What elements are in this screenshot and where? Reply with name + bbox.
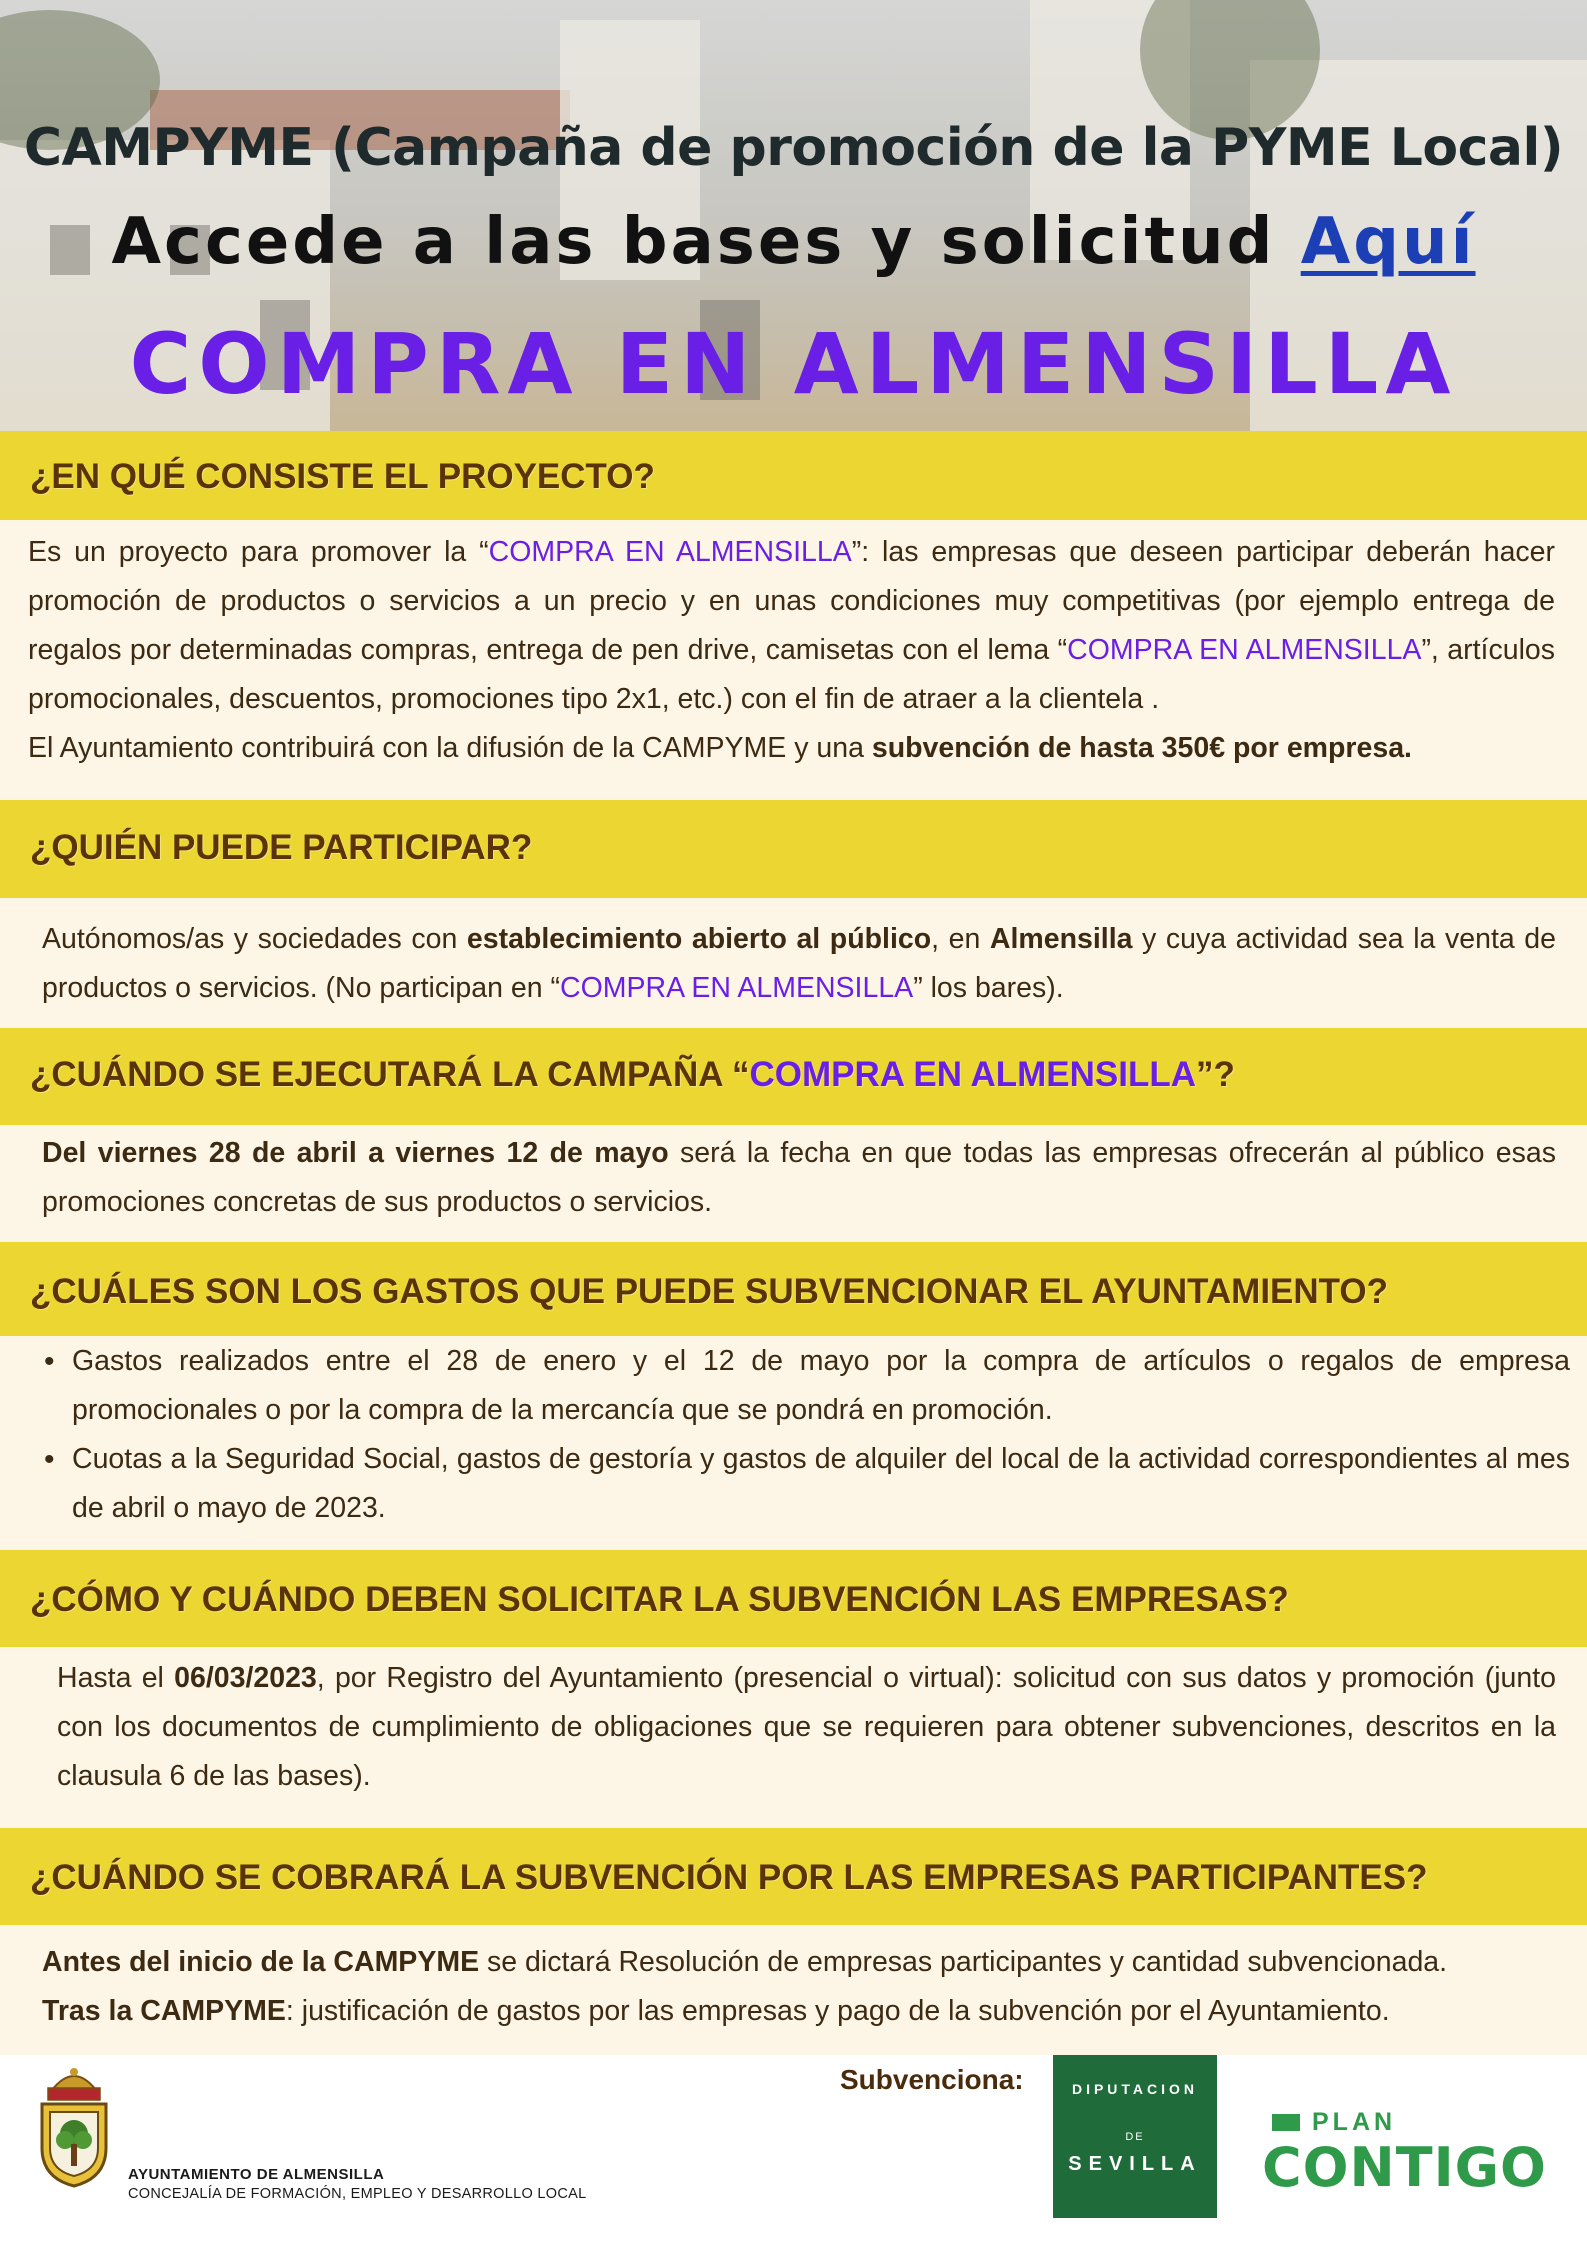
plan-name: CONTIGO [1262, 2136, 1547, 2199]
section-heading: ¿CÓMO Y CUÁNDO DEBEN SOLICITAR LA SUBVENCIÓN LAS EMPRESAS? [30, 1580, 1289, 1619]
section-header-when [0, 1028, 1587, 1125]
page-title: CAMPYME (Campaña de promoción de la PYME Local) [23, 118, 1564, 178]
sponsor-label: Subvenciona: [840, 2064, 1024, 2095]
section-header-apply [0, 1550, 1587, 1647]
section-header-payment [0, 1828, 1587, 1925]
plan-word: PLAN [1312, 2108, 1397, 2136]
diputacion-logo [1053, 2055, 1217, 2218]
who-description: Autónomos/as y sociedades con establecimiento abierto al público, en Almensilla y cuya actividad sea la venta de productos o servicios. (No participan en “COMPRA EN ALMENSILLA” los bares). [42, 923, 1556, 1004]
access-line [0, 205, 1587, 279]
section-heading: ¿CUÁNDO SE COBRARÁ LA SUBVENCIÓN POR LAS EMPRESAS PARTICIPANTES? [30, 1858, 1428, 1897]
footer-department: CONCEJALÍA DE FORMACIÓN, EMPLEO Y DESARROLLO LOCAL [128, 2186, 587, 2202]
town-crest-icon [34, 2060, 114, 2190]
section-heading: ¿CUÁNDO SE EJECUTARÁ LA CAMPAÑA “COMPRA EN ALMENSILLA”? [30, 1055, 1235, 1094]
expenses-list [32, 1337, 1570, 1533]
section-header-who [0, 800, 1587, 898]
section-heading: ¿QUIÉN PUEDE PARTICIPAR? [30, 828, 533, 867]
diputacion-de: DE [1125, 2131, 1145, 2143]
access-text: Accede a las bases y solicitud [111, 205, 1276, 279]
project-description: Es un proyecto para promover la “COMPRA EN ALMENSILLA”: las empresas que deseen participar deberán hacer promoción de productos o servicios a un precio y en unas condiciones muy competitivas (por ejemplo entrega de regalos por determinadas compras, entrega de pen drive, camisetas con el lema “COMPRA EN ALMENSILLA”, artículos promocionales, descuentos, promociones tipo 2x1, etc.) con el fin de atraer a la clientela . El Ayuntamiento contribuirá con la difusión de la CAMPYME y una subvención de hasta 350€ por empresa. [28, 536, 1556, 764]
list-item: • Gastos realizados entre el 28 de enero y el 12 de mayo por la compra de artículos o regalos de empresa promocionales o por la compra de la mercancía que se pondrá en promoción. [32, 1337, 1570, 1435]
when-description: Del viernes 28 de abril a viernes 12 de mayo será la fecha en que todas las empresas ofrecerán al público esas promociones concretas de sus productos o servicios. [42, 1137, 1556, 1218]
diputacion-name: DIPUTACION [1071, 2081, 1199, 2097]
section-heading: ¿CUÁLES SON LOS GASTOS QUE PUEDE SUBVENCIONAR EL AYUNTAMIENTO? [30, 1272, 1389, 1311]
hero-banner [0, 0, 1587, 431]
diputacion-sevilla: SEVILLA [1068, 2153, 1202, 2175]
plan-flag-icon [1272, 2114, 1300, 2131]
footer-org-name: AYUNTAMIENTO DE ALMENSILLA [128, 2166, 385, 2183]
section-header-expenses [0, 1242, 1587, 1336]
section-heading: ¿EN QUÉ CONSISTE EL PROYECTO? [30, 457, 655, 496]
plan-contigo-logo [1262, 2108, 1547, 2199]
campaign-name: COMPRA EN ALMENSILLA [129, 315, 1458, 413]
apply-description: Hasta el 06/03/2023, por Registro del Ayuntamiento (presencial o virtual): solicitud con sus datos y promoción (junto con los documentos de cumplimiento de obligaciones que se requieren para obtener subvenciones, descritos en la clausula 6 de las bases). [57, 1662, 1556, 1792]
access-link[interactable]: Aquí [1300, 205, 1476, 279]
list-item: • Cuotas a la Seguridad Social, gastos de gestoría y gastos de alquiler del local de la actividad correspondientes al mes de abril o mayo de 2023. [32, 1435, 1570, 1533]
section-header-project [0, 431, 1587, 520]
payment-description: Antes del inicio de la CAMPYME se dictará Resolución de empresas participantes y cantidad subvencionada. Tras la CAMPYME: justificación de gastos por las empresas y pago de la subvención por el Ayuntamiento. [42, 1946, 1448, 2027]
